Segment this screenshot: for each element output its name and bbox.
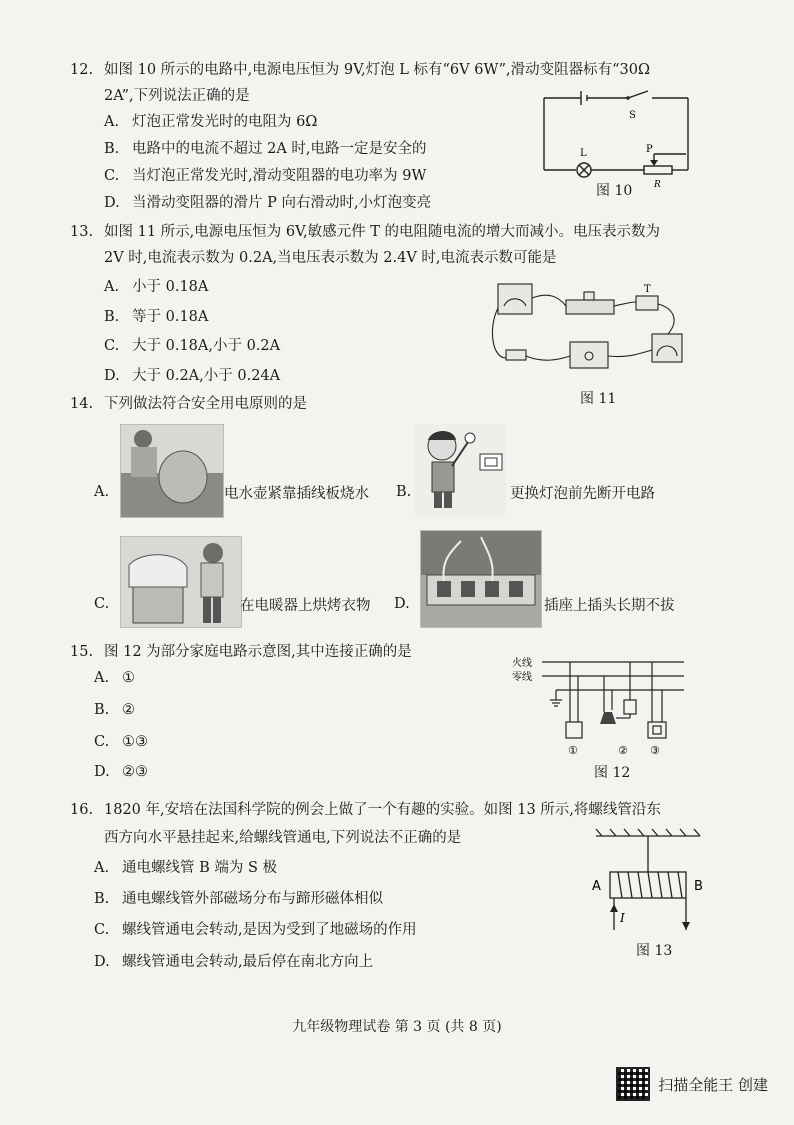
fig12-mark-3: ③ [650, 744, 660, 757]
q16-option-d [94, 950, 373, 971]
option-text: ② [122, 702, 135, 718]
fig11-label-t: T [644, 284, 651, 295]
q12-stem-line1: 如图 10 所示的电路中,电源电压恒为 9V,灯泡 L 标有“6V 6W”,滑动变阻器标有“30Ω [104, 62, 651, 78]
option-text: 大于 0.18A,小于 0.2A [132, 338, 281, 354]
page-footer: 九年级物理试卷 第 3 页 (共 8 页) [292, 1019, 502, 1035]
q14-option-a-photo [120, 424, 224, 518]
fig13-label-a: A [592, 879, 601, 894]
figure-13-caption: 图 13 [636, 943, 673, 959]
q16-option-b [94, 887, 383, 908]
q15-option-a [94, 670, 135, 686]
q12-option-b [104, 137, 427, 158]
q16-number: 16. [70, 802, 94, 818]
q13-option-b [104, 305, 208, 326]
heater-drying-clothes-icon [121, 537, 241, 627]
option-text: 灯泡正常发光时的电阻为 6Ω [132, 114, 318, 130]
fig12-mark-1: ① [568, 744, 578, 757]
q12-number: 12. [70, 62, 94, 78]
q14-option-a-text: 电水壶紧靠插线板烧水 [224, 486, 369, 502]
watermark-text: 扫描全能王 创建 [658, 1075, 768, 1094]
q13-stem [70, 220, 660, 241]
option-letter: A. [104, 279, 120, 295]
q14-option-b-text: 更换灯泡前先断开电路 [510, 486, 655, 502]
figure-11-apparatus [488, 278, 688, 378]
option-letter: A. [104, 114, 120, 130]
q14-option-c-text: 在电暖器上烘烤衣物 [240, 598, 371, 614]
option-letter: D. [104, 195, 120, 211]
option-text: 当滑动变阻器的滑片 P 向右滑动时,小灯泡变亮 [132, 195, 432, 211]
fig12-neutral-wire-label: 零线 [512, 672, 532, 683]
option-text: 等于 0.18A [132, 309, 209, 325]
option-text: ②③ [122, 764, 148, 780]
option-letter: D. [104, 368, 120, 384]
q14-option-d-letter: D. [394, 596, 410, 612]
figure-10-caption: 图 10 [596, 183, 633, 199]
fig10-label-p: P [646, 144, 653, 155]
q12-stem [70, 58, 650, 79]
q13-stem-line1: 如图 11 所示,电源电压恒为 6V,敏感元件 T 的电阻随电流的增大而减小。电压表示数为 [104, 224, 661, 240]
q14-option-b-photo [414, 424, 506, 516]
option-letter: C. [104, 168, 120, 184]
q15-number: 15. [70, 644, 94, 660]
option-letter: C. [94, 734, 110, 750]
kettle-photo-icon [121, 425, 223, 517]
fig10-label-l: L [580, 148, 587, 159]
fig13-label-b: B [694, 879, 703, 894]
option-text: ①③ [122, 734, 148, 750]
q12-option-c [104, 164, 426, 185]
option-text: 螺线管通电会转动,是因为受到了地磁场的作用 [122, 922, 417, 938]
q12-option-d [104, 191, 431, 212]
q13-option-d [104, 364, 280, 385]
scanner-watermark [616, 1067, 768, 1101]
option-letter: B. [104, 309, 120, 325]
option-text: 电路中的电流不超过 2A 时,电路一定是安全的 [132, 141, 427, 157]
q14-option-d-photo [420, 530, 542, 628]
power-strip-plugs-icon [421, 531, 541, 627]
q13-option-a [104, 275, 208, 296]
fig10-label-r: R [654, 180, 661, 190]
option-letter: A. [94, 670, 110, 686]
fig12-mark-2: ② [618, 744, 628, 757]
option-text: 螺线管通电会转动,最后停在南北方向上 [122, 954, 374, 970]
option-letter: B. [104, 141, 120, 157]
option-letter: B. [94, 891, 110, 907]
q14-option-c-photo [120, 536, 242, 628]
figure-11-caption: 图 11 [580, 391, 617, 407]
option-text: 小于 0.18A [132, 279, 209, 295]
option-text: 当灯泡正常发光时,滑动变阻器的电功率为 9W [132, 168, 427, 184]
q15-option-b [94, 702, 135, 718]
q14-option-d-text: 插座上插头长期不拔 [544, 598, 675, 614]
figure-10-circuit [536, 88, 696, 190]
option-letter: B. [94, 702, 110, 718]
fig13-label-i: I [620, 911, 625, 925]
q14-stem-text: 下列做法符合安全用电原则的是 [104, 396, 307, 412]
boy-changing-bulb-icon [414, 424, 506, 516]
option-text: 通电螺线管 B 端为 S 极 [122, 860, 278, 876]
q16-option-c [94, 918, 417, 939]
q16-stem [70, 798, 661, 819]
q16-stem-line1: 1820 年,安培在法国科学院的例会上做了一个有趣的实验。如图 13 所示,将螺线管沿东 [104, 802, 661, 818]
option-text: ① [122, 670, 135, 686]
q14-option-a-letter: A. [94, 484, 110, 500]
q12-stem-line2: 2A”,下列说法正确的是 [104, 88, 250, 104]
q16-option-a [94, 856, 277, 877]
q15-stem [70, 640, 412, 661]
q12-option-a [104, 110, 317, 131]
q13-option-c [104, 334, 280, 355]
qr-code-icon [616, 1067, 650, 1101]
option-letter: A. [94, 860, 110, 876]
q14-option-c-letter: C. [94, 596, 110, 612]
figure-12-caption: 图 12 [594, 765, 631, 781]
option-letter: C. [104, 338, 120, 354]
q16-stem-line2: 西方向水平悬挂起来,给螺线管通电,下列说法不正确的是 [104, 830, 462, 846]
fig12-live-wire-label: 火线 [512, 658, 532, 669]
fig10-label-s: S [629, 110, 636, 121]
option-letter: D. [94, 954, 110, 970]
q14-option-b-letter: B. [396, 484, 412, 500]
q13-number: 13. [70, 224, 94, 240]
option-letter: D. [94, 764, 110, 780]
q15-option-c [94, 734, 148, 750]
option-letter: C. [94, 922, 110, 938]
q13-stem-line2: 2V 时,电流表示数为 0.2A,当电压表示数为 2.4V 时,电流表示数可能是 [104, 250, 557, 266]
q14-stem [70, 392, 307, 413]
q15-option-d [94, 764, 148, 780]
figure-13-solenoid [588, 826, 718, 944]
q15-stem-text: 图 12 为部分家庭电路示意图,其中连接正确的是 [104, 644, 412, 660]
figure-12-household-circuit [512, 652, 688, 760]
q14-number: 14. [70, 396, 94, 412]
option-text: 大于 0.2A,小于 0.24A [132, 368, 281, 384]
option-text: 通电螺线管外部磁场分布与蹄形磁体相似 [122, 891, 383, 907]
